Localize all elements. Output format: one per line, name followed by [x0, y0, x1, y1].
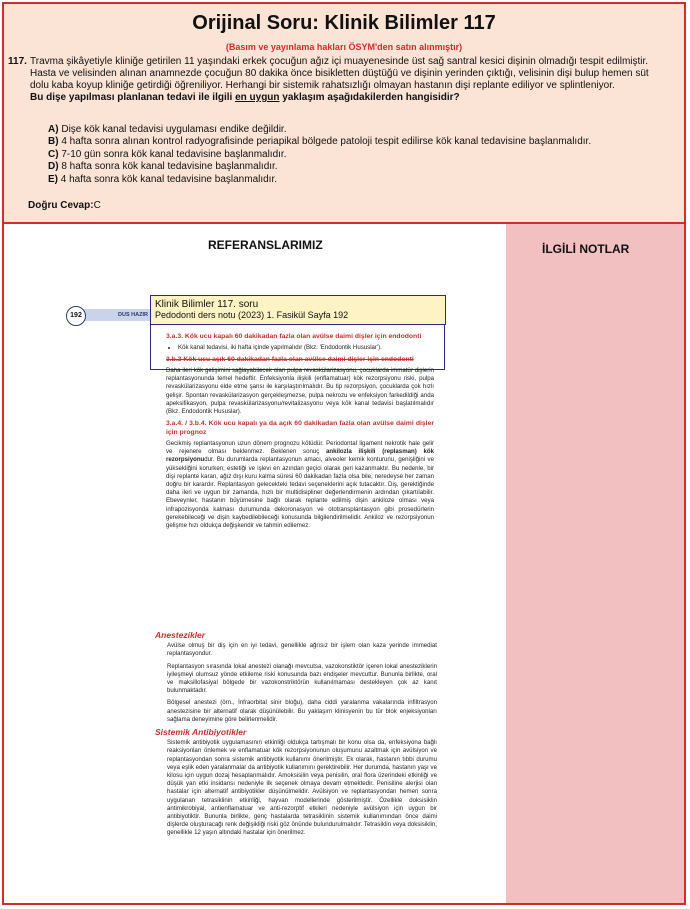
question-panel	[4, 4, 684, 224]
paragraph: Sistemik antibiyotik uygulamasının etkinliği oldukça tartışmalı bir konu olsa da, enfeksiyona bağlı reaksiyonları önlemek ve enflamatuar kök rezorpsiyonunun oluşumunu azaltmak için avülsiyon ve replantasyondan sonra sistemik antibiyotik kullanımı önerilmiştir. Ek olarak, hastanın tıbbi durumu veya eşlik eden yaralanmalar da antibiyotik kullanımını gerektirebilir. Her durumda, hastanın yaşı ve kilosu için uygun dozaj hesaplanmalıdır. Amoksisilin veya penisilin, oral flora üzerindeki etkinliği ve düşük yan etki insidansı nedeniyle ilk seçenek olmaya devam etmektedir. Penisiline alerjisi olan hastalar için alternatif antibiyotikler düşünülmelidir. Avülsiyon ve replantasyondan hemen sonra uygulanan tetrasiklinin etkinliği, hayvan modellerinde gösterilmiştir. Özellikle doksisiklin antimikrobiyal, antienflamatuar ve anti-rezorptif etkileri nedeniyle avülsiyon için uygun bir antibiyotiktir. Bununla birlikte, genç hastalarda tetrasiklinin sistemik kullanımından önce daimi dişlerde oluşturacağı renk değişikliği riski göz önünde bulundurulmalıdır. Tetrasiklin veya doksisiklin, genellikle 12 yaşın altındaki hastalar için önerilmez.	[167, 739, 437, 837]
paragraph: Bölgesel anestezi (örn., İnfraorbital sinir bloğu), daha ciddi yaralanma vakalarında infiltrasyon anestezisine bir alternatif olarak düşünülebilir. Bu yaklaşım klinisyenin bu tür blok enjeksiyonları sağlama deneyimine göre belirlenmelidir.	[167, 699, 437, 723]
section-heading: 3.a.4. / 3.b.4. Kök ucu kapalı ya da açık 60 dakikadan fazla olan avülse daimi dişler için prognoz	[166, 420, 434, 436]
paragraph: Gecikmiş replantasyonun uzun dönem prognozu kötüdür. Periodontal ligament nekrotik hale gelir ve rejenere olması beklenmez. Beklenen sonuç ankilozla ilişkili (replasman) kök rezorpsiyonudur. Bu durumlarda replantasyonun amacı, alveoler kemik konturunu, genişliğini ve yüksekliğini korurken; estetiği ve işlevi en azından geçici olarak geri kazanmaktır. Bu nedenle, bir dişi replante karan, ağız dışı kuru kalma süresi 60 dakikadan fazla olsa bile, neredeyse her zaman doğru bir karardır. Replantasyon gelecekteki tedavi seçeneklerini açık tutacaktır. Diş, gerektiğinde daha ileri ve uygun bir zamanda, hızlı bir multidisipliner değerlendirmenin ardından çıkartılabilir. Ebeveynler, hastanın büyümesine bağlı olarak replante edilmiş dişin ankiloze olması veya infrapozisyonda kalması durumunda dekoronasyon ve ototransplantasyon gibi prosedürlerin gerekebileceği ve dişin kaybedilebileceği konusunda bilgilendirilmelidir. Ankiloz ve rezorpsiyonun gelişme hızı oldukça değişkendir ve tahmin edilemez.	[166, 440, 434, 530]
reference-box	[150, 295, 446, 325]
option-e: E) 4 hafta sonra kök kanal tedavisine başlanmalıdır.	[48, 173, 278, 185]
emphasis-underline: en uygun	[235, 92, 280, 103]
page-number-badge: 192	[66, 306, 86, 326]
notes-heading: İLGİLİ NOTLAR	[542, 242, 630, 256]
section-heading: 3.b.3 Kök ucu açık 60 dakikadan fazla olan avülse daimi dişler için endodonti	[166, 355, 414, 363]
paragraph: Replantasyon sırasında lokal anestezi olanağı mevcutsa, vazokonstiktör içeren lokal anesteziklerin iyileşmeyi olumsuz yönde etkileme riski konusunda bazı endişeler mevcuttur. Bununla birlikte, oral ve maksillofasiyal bölgede bir vazokonstriktörün kullanılmaması destekleyen çok az kanıt bulunmaktadır.	[167, 662, 437, 695]
section-heading: 3.a.3. Kök ucu kapalı 60 dakikadan fazla olan avülse daimi dişler için endodonti	[166, 333, 422, 340]
list-item: • Kök kanal tedavisi, iki hafta içinde yapılmalıdır (Bkz. 'Endodontik Hususlar').	[178, 344, 434, 352]
question-number: 117.	[8, 56, 27, 67]
reference-source: Pedodonti ders notu (2023) 1. Fasikül Sayfa 192	[155, 310, 349, 320]
reference-document-continued	[155, 629, 437, 842]
option-b: B) 4 hafta sonra alınan kontrol radyografisinde periapikal bölgede patoloji tespit edilirse kök kanal tedavisine başlanmalıdır.	[48, 136, 592, 148]
option-a: A) Dişe kök kanal tedavisi uygulaması endike değildir.	[48, 124, 287, 135]
option-c: C) 7-10 gün sonra kök kanal tedavisine başlanmalıdır.	[48, 148, 287, 160]
option-d: D) 8 hafta sonra kök kanal tedavisine başlanmalıdır.	[48, 161, 278, 173]
reference-title: Klinik Bilimler 117. soru	[155, 299, 259, 310]
page-frame	[2, 2, 686, 905]
notes-panel	[506, 224, 684, 905]
answer-value: C	[93, 200, 101, 211]
page-title: Orijinal Soru: Klinik Bilimler 117	[192, 12, 496, 34]
copyright-note: (Basım ve yayınlama hakları ÖSYM'den satın alınmıştır)	[225, 42, 463, 52]
paragraph: Daha ileri kök gelişimini sağlayabilecek olan pulpa revaskülarizasyonu, çocuklarda immatür dişlerin replantasyonunda temel hedeftir. Enfeksiyonla ilişkili (enflamatuar) kök rezorpsiyonu riski, pulpa revaskülarizasyonu elde etme şansı ile karşılaştırılmalıdır. Bu tip rezorpsiyon, çocuklarda çok hızlı gelişir. Spontan revaskülarizasyon gerçekleşmezse, pulpa nekrozu ve enfeksiyon farkedildiği anda apeksifikasyon, pulpa revaskülarizasyonu/revitalizasyonu veya kök kanal tedavisi başlatılmalıdır (Bkz. Endodontik Hususlar).	[166, 367, 434, 416]
paragraph: Avülse olmuş bir diş için en iyi tedavi, genellikle ağrısız bir işlem olan kaza yerinde immediat replantasyondur.	[167, 642, 437, 658]
question-text: Travma şikâyetiyle kliniğe getirilen 11 yaşındaki erkek çocuğun ağız içi muayenesinde üst sağ santral kesici dişinin olmadığı tespit edilmiştir. Hasta ve velisinden alınan anamnezde çocuğun 80 dakika önce bisikletten düştüğü ve dişinin yerinden çıktığı, velisinin dişi bulup hemen süt dolu kaba koyup kliniğe getirdiği öğreniliyor. Herhangi bir sistemik rahatsızlığı olmayan hastanın dişi replante ediliyor ve splintleniyor.	[30, 56, 649, 91]
question-block	[8, 56, 650, 104]
subheading: Sistemik Antibiyotikler	[155, 727, 247, 738]
subheading: Anestezikler	[155, 630, 206, 640]
options-list	[48, 124, 591, 186]
reference-document	[166, 331, 434, 534]
header-bar: DUS HAZIR	[84, 309, 154, 321]
correct-answer: Doğru Cevap:C	[28, 200, 101, 211]
references-heading: REFERANSLARIMIZ	[208, 238, 323, 252]
question-ask: Bu dişe yapılması planlanan tedavi ile ilgili en uygun yaklaşım aşağıdakilerden hangisidir?	[30, 92, 460, 103]
